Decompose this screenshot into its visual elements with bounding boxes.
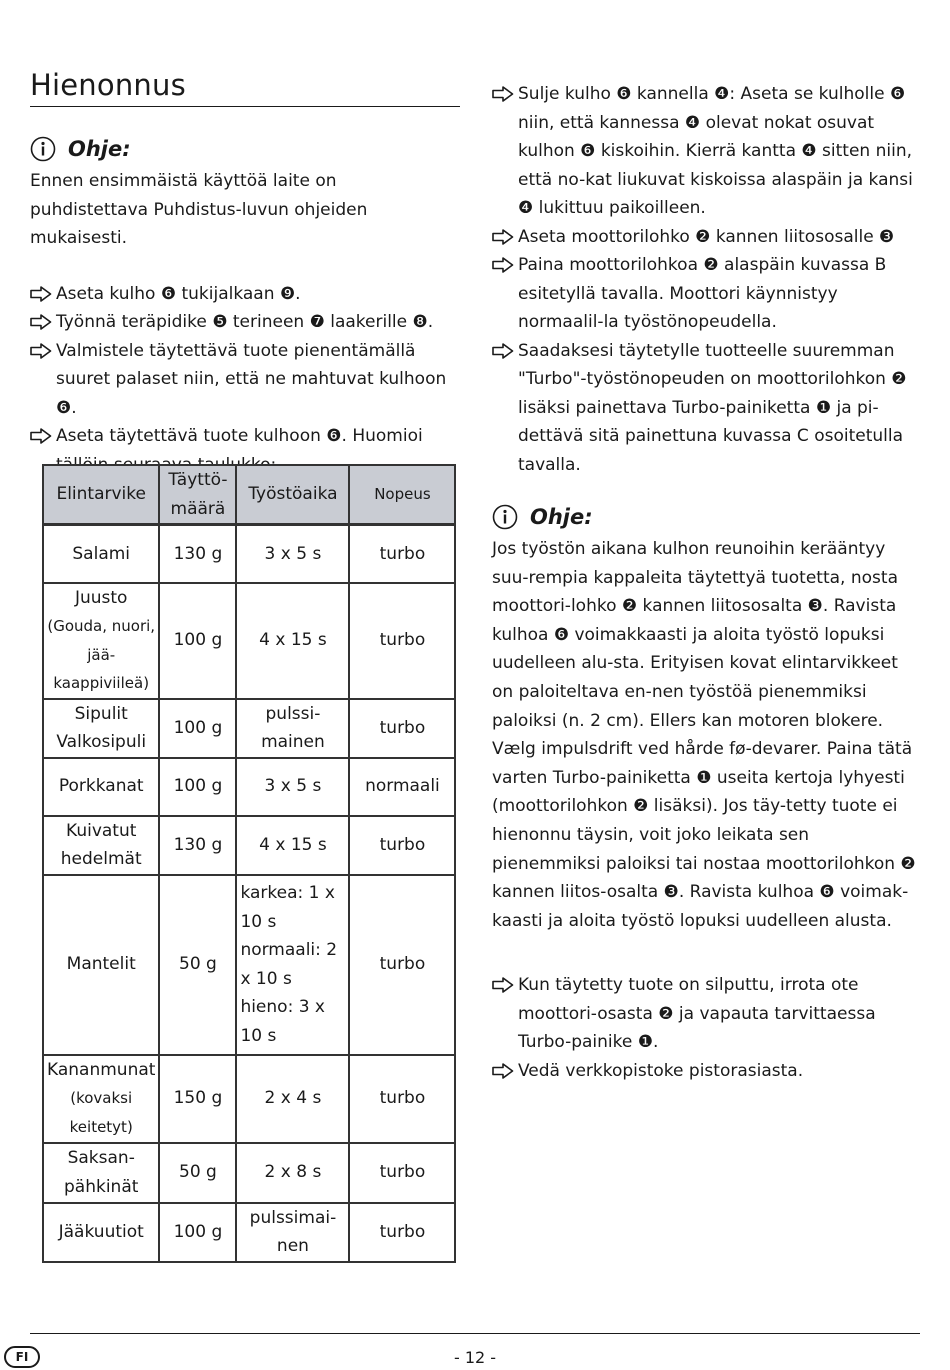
arrow-icon <box>30 422 56 450</box>
arrow-icon <box>492 223 518 251</box>
step-item: Vedä verkkopistoke pistorasiasta. <box>492 1057 920 1086</box>
arrow-icon <box>30 280 56 308</box>
header-speed: Nopeus <box>349 465 455 525</box>
footer-divider <box>30 1333 920 1334</box>
right-column <box>492 80 920 1085</box>
table-row: Kuivatut hedelmät 130 g 4 x 15 s turbo <box>43 816 455 875</box>
step-item: Sulje kulho ❻ kannella ❹: Aseta se kulholle ❻ niin, että kannessa ❹ olevat nokat osuvat kulhon ❻ kiskoihin. Kierrä kantta ❹ sitten niin, että no-kat liukuvat kiskoissa alaspäin ja kansi ❹ lukittuu paikoilleen. <box>492 80 920 223</box>
table-row: Mantelit 50 g karkea: 1 x 10 s normaali: 2 x 10 s hieno: 3 x 10 s turbo <box>43 875 455 1055</box>
arrow-icon <box>492 971 518 999</box>
note-label: Ohje: <box>68 137 131 161</box>
arrow-icon <box>492 251 518 279</box>
note-heading <box>492 499 920 535</box>
note-label: Ohje: <box>530 505 593 529</box>
step-item: Saadaksesi täytetylle tuotteelle suuremman "Turbo"-työstönopeuden on moottorilohkon ❷ lisäksi painettava Turbo-painiketta ❶ ja pi-dettävä sitä painettuna kuvassa C osoitetulla tavalla. <box>492 337 920 480</box>
note-heading <box>30 131 460 167</box>
table-row: Salami 130 g 3 x 5 s turbo <box>43 525 455 583</box>
step-list <box>492 971 920 1085</box>
step-item: Paina moottorilohkoa ❷ alaspäin kuvassa B esitetyllä tavalla. Moottori käynnistyy normaalil-la työstönopeudella. <box>492 251 920 337</box>
arrow-icon <box>492 1057 518 1085</box>
arrow-icon <box>492 80 518 108</box>
table-row: Sipulit Valkosipuli 100 g pulssi-mainen turbo <box>43 699 455 758</box>
left-column <box>30 68 460 479</box>
processing-table <box>42 464 456 1263</box>
table-row: Porkkanat 100 g 3 x 5 s normaali <box>43 758 455 816</box>
header-food: Elintarvike <box>43 465 159 525</box>
language-badge: FI <box>4 1346 40 1368</box>
step-list <box>30 280 450 480</box>
page-title: Hienonnus <box>30 68 460 107</box>
note-text: Jos työstön aikana kulhon reunoihin kerääntyy suu-rempia kappaleita täytettyä tuotetta, nosta moottori-lohko ❷ kannen liitososalta ❸. Ravista kulhoa ❻ voimakkaasti ja aloita työstö lopuksi uudelleen alu-sta. Erityisen kovat elintarvikkeet on paloiteltava en-nen työstöä pienemmiksi paloiksi (n. 2 cm). Ellers kan motoren blokere. Vælg impulsdrift ved hårde fø-devarer. Paina tätä varten Turbo-painiketta ❶ useita kertoja lyhyesti (moottorilohkon ❷ lisäksi). Jos täy-tetty tuote ei hienonnu täysin, voit joko leikata sen pienemmiksi paloiksi tai nostaa moottorilohkon ❷ kannen liitos-osalta ❸. Ravista kulhoa ❻ voimak-kaasti ja aloita työstö lopuksi uudelleen alusta. <box>492 539 916 931</box>
table-row: Kananmunat (kovaksi keitetyt) 150 g 2 x 4 s turbo <box>43 1055 455 1143</box>
table-row: Jääkuutiot 100 g pulssimai-nen turbo <box>43 1203 455 1262</box>
table-row: Juusto (Gouda, nuori, jää-kaappiviileä) 100 g 4 x 15 s turbo <box>43 583 455 699</box>
arrow-icon <box>492 337 518 365</box>
step-item: Aseta täytettävä tuote kulhoon ❻. Huomioi <box>30 422 450 479</box>
step-item: Työnnä teräpidike ❺ terineen ❼ laakerille ❽. <box>30 308 450 337</box>
info-icon <box>30 136 56 162</box>
header-time: Työstöaika <box>236 465 349 525</box>
step-item: Aseta kulho ❻ tukijalkaan ❾. <box>30 280 450 309</box>
step-list <box>492 80 920 479</box>
arrow-icon <box>30 337 56 365</box>
table-header-row <box>43 465 455 525</box>
header-amount: Täyttö-määrä <box>159 465 236 525</box>
step-item: Kun täytetty tuote on silputtu, irrota ote moottori-osasta ❷ ja vapauta tarvittaessa Turbo-painike ❶. <box>492 971 920 1057</box>
note-text: Ennen ensimmäistä käyttöä laite on puhdistettava Puhdistus-luvun ohjeiden mukaisesti. <box>30 171 368 249</box>
table-row: Saksan-pähkinät 50 g 2 x 8 s turbo <box>43 1143 455 1203</box>
step-item: Aseta moottorilohko ❷ kannen liitososalle ❸ <box>492 223 920 252</box>
page-number: - 12 - <box>453 1348 497 1367</box>
arrow-icon <box>30 308 56 336</box>
info-icon <box>492 504 518 530</box>
step-item: Valmistele täytettävä tuote pienentämällä suuret palaset niin, että ne mahtuvat kulhoon ❻. <box>30 337 450 423</box>
